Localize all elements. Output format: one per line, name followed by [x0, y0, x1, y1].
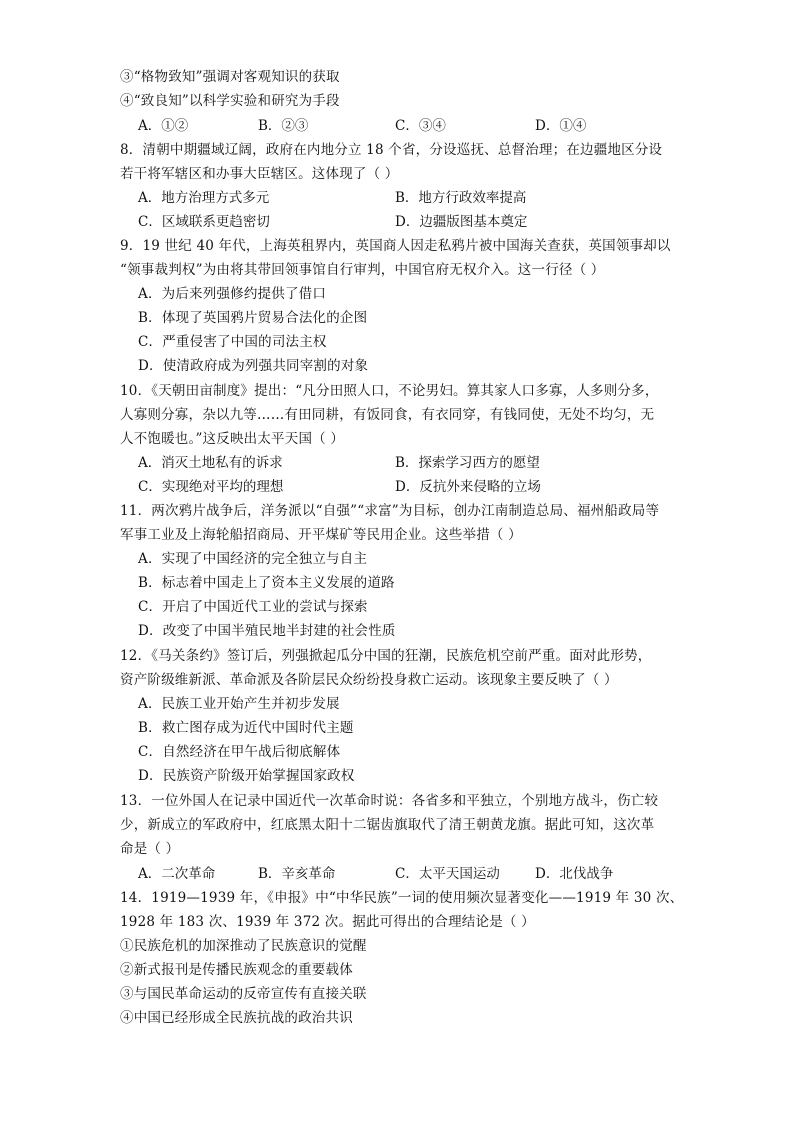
- q12-option-b: B．救亡图存成为近代中国时代主题: [138, 720, 354, 736]
- q9-option-b: B．体现了英国鸦片贸易合法化的企图: [138, 310, 368, 326]
- q7-statement-4: ④“致良知”以科学实验和研究为手段: [120, 93, 340, 109]
- q11-option-c: C．开启了中国近代工业的尝试与探索: [138, 599, 368, 615]
- q14-statement-1: ①民族危机的加深推动了民族意识的觉醒: [120, 938, 367, 954]
- q11-option-b: B．标志着中国走上了资本主义发展的道路: [138, 575, 395, 591]
- q10-option-b: B．探索学习西方的愿望: [395, 455, 540, 471]
- q8-stem-line-1: 8．清朝中期疆域辽阔，政府在内地分立 18 个省，分设巡抚、总督治理；在边疆地区分设: [120, 142, 663, 158]
- q9-option-a: A．为后来列强修约提供了借口: [138, 286, 327, 302]
- q7-statement-3: ③“格物致知”强调对客观知识的获取: [120, 69, 340, 85]
- q10-stem-line-3: 人不饱暖也。”这反映出太平天国（ ）: [120, 431, 345, 447]
- q13-option-d: D．北伐战争: [535, 866, 614, 882]
- q11-stem-line-2: 军事工业及上海轮船招商局、开平煤矿等民用企业。这些举措（ ）: [120, 527, 522, 543]
- q11-option-a: A．实现了中国经济的完全独立与自主: [138, 551, 368, 567]
- q13-stem-line-1: 13．一位外国人在记录中国近代一次革命时说：各省多和平独立，个别地方战斗，伤亡较: [120, 793, 659, 809]
- q12-option-a: A．民族工业开始产生并初步发展: [138, 696, 340, 712]
- q14-statement-2: ②新式报刊是传播民族观念的重要载体: [120, 962, 353, 978]
- q10-option-c: C．实现绝对平均的理想: [138, 479, 284, 495]
- q10-option-d: D．反抗外来侵略的立场: [395, 479, 541, 495]
- q14-statement-4: ④中国已经形成全民族抗战的政治共识: [120, 1010, 353, 1026]
- q8-option-b: B．地方行政效率提高: [395, 190, 527, 206]
- q13-stem-line-3: 命是（ ）: [120, 841, 180, 857]
- q11-stem-line-1: 11．两次鸦片战争后，洋务派以“自强”“求富”为目标，创办江南制造总局、福州船政局等: [120, 503, 660, 519]
- q11-option-d: D．改变了中国半殖民地半封建的社会性质: [138, 623, 396, 639]
- q14-stem-line-2: 1928 年 183 次、1939 年 372 次。据此可得出的合理结论是（ ）: [120, 914, 535, 930]
- q13-option-a: A．二次革命: [138, 866, 216, 882]
- q13-option-c: C．太平天国运动: [395, 866, 500, 882]
- q7-option-d: D．①④: [535, 118, 587, 134]
- q10-stem-line-1: 10．《天朝田亩制度》提出：“凡分田照人口，不论男妇。算其家人口多寡，人多则分多，: [120, 383, 659, 399]
- q12-option-d: D．民族资产阶级开始掌握国家政权: [138, 768, 355, 784]
- q12-stem-line-1: 12．《马关条约》签订后，列强掀起瓜分中国的狂潮，民族危机空前严重。面对此形势，: [120, 648, 652, 664]
- q9-stem-line-2: “领事裁判权”为由将其带回领事馆自行审判，中国官府无权介入。这一行径（ ）: [120, 262, 605, 278]
- q8-option-c: C．区域联系更趋密切: [138, 214, 270, 230]
- q7-option-b: B．②③: [258, 118, 309, 134]
- q9-option-d: D．使清政府成为列强共同宰割的对象: [138, 358, 369, 374]
- q7-option-c: C．③④: [395, 118, 446, 134]
- q10-option-a: A．消灭土地私有的诉求: [138, 455, 283, 471]
- q9-option-c: C．严重侵害了中国的司法主权: [138, 334, 327, 350]
- q12-stem-line-2: 资产阶级维新派、革命派及各阶层民众纷纷投身救亡运动。该现象主要反映了（ ）: [120, 672, 618, 688]
- q14-statement-3: ③与国民革命运动的反帝宣传有直接关联: [120, 986, 367, 1002]
- q8-option-d: D．边疆版图基本奠定: [395, 214, 528, 230]
- q8-option-a: A．地方治理方式多元: [138, 190, 270, 206]
- q14-stem-line-1: 14．1919—1939 年，《申报》中“中华民族”一词的使用频次显著变化——1919 年 30 次、: [120, 890, 684, 906]
- q8-stem-line-2: 若干将军辖区和办事大臣辖区。这体现了（ ）: [120, 166, 399, 182]
- q10-stem-line-2: 人寡则分寡，杂以九等……有田同耕，有饭同食，有衣同穿，有钱同使，无处不均匀，无: [120, 407, 655, 423]
- q13-stem-line-2: 少，新成立的军政府中，红底黑太阳十二锯齿旗取代了清王朝黄龙旗。据此可知，这次革: [120, 817, 655, 833]
- q12-option-c: C．自然经济在甲午战后彻底解体: [138, 744, 341, 760]
- q9-stem-line-1: 9．19 世纪 40 年代，上海英租界内，英国商人因走私鸦片被中国海关查获，英国领事却以: [120, 238, 671, 254]
- q13-option-b: B．辛亥革命: [258, 866, 336, 882]
- q7-option-a: A．①②: [138, 118, 189, 134]
